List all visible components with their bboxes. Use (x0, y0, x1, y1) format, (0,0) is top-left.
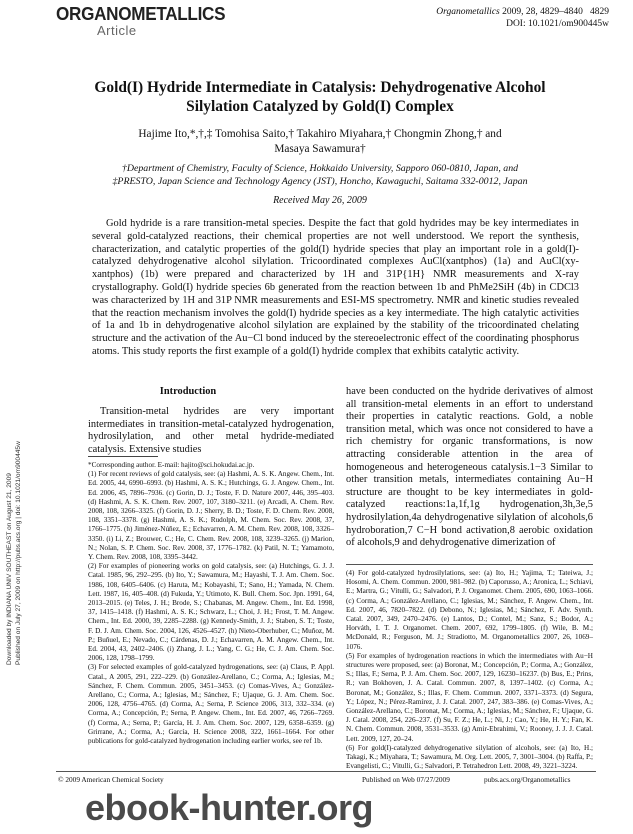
introduction-paragraph: Transition-metal hydrides are very important intermediates in transition-metal-catalyzed hydrogenation, hydrosilylation, and other metal hydride-mediated catalysis. Extensive studies (88, 406, 334, 455)
footnote-ref-4: (4) For gold-catalyzed hydrosilylations, see: (a) Ito, H.; Yajima, T.; Tateiwa, J.; Hosomi, A. Chem. Commun. 2000, 981–982. (b) Caporusso, A.; Aronica, L.; Schiavi, E.; Martra, G.; Vitulli, G.; Salvadori, P. J. Organomet. Chem. 2005, 690, 1063–1066. (c) Corma, A.; González-Arellano, C.; Iglesias, M.; Sánchez, F. Angew. Chem., Int. Ed. 2007, 46, 7820–7822. (d) Debono, N.; Iglesias, M.; Sánchez, F. Adv. Synth. Catal. 2007, 349, 2470–2476. (e) Lantos, D.; Contel, M.; Sanz, S.; Bodor, A.; Horváth, I. T. J. Organomet. Chem. 2007, 692, 1799–1805. (f) Wile, B. M.; McDonald, R.; Ferguson, M. J.; Stradiotto, M. Organometallics 2007, 26, 1069–1076. (346, 569, 593, 651)
title-line-1: Gold(I) Hydride Intermediate in Catalysis: Dehydrogenative Alcohol (94, 79, 546, 96)
footnote-ref-1: (1) For recent reviews of gold catalysis, see: (a) Hashmi, A. S. K. Angew. Chem., Int. Ed. 2005, 44, 6990–6993. (b) Hashmi, A. S. K.; Hutchings, G. J. Angew. Chem., Int. Ed. 2006, 45, 7896–7936. (c) Gorin, D. J.; Toste, F. D. Nature 2007, 446, 395–403. (d) Hashmi, A. S. K. Chem. Rev. 2007, 107, 3180–3211. (e) Arcadi, A. Chem. Rev. 2008, 108, 3266–3325. (f) Gorin, D. J.; Sherry, B. D.; Toste, F. D. Chem. Rev. 2008, 108, 3351–3378. (g) Hashmi, A. S. K.; Rudolph, M. Chem. Soc. Rev. 2008, 37, 1766–1775. (h) Jiménez-Núñez, E.; Echavarren, A. M. Chem. Rev. 2008, 108, 3326–3350. (i) Li, Z.; Brouwer, C.; He, C. Chem. Rev. 2008, 108, 3239–3265. (j) Marion, N.; Nolan, S. P. Chem. Soc. Rev. 2008, 37, 1776–1782. (k) Patil, N. T.; Yamamoto, Y. Chem. Rev. 2008, 108, 3395–3442. (88, 470, 334, 562)
authors-line-1: Hajime Ito,*,†,‡ Tomohisa Saito,† Takahiro Miyahara,† Chongmin Zhong,† and (138, 128, 502, 140)
footnotes-right-column (346, 569, 593, 771)
journal-logo: ORGANOMETALLICS (56, 4, 226, 24)
affiliations (40, 162, 600, 188)
journal-url-link[interactable]: pubs.acs.org/Organometallics (484, 775, 571, 784)
footer-divider (56, 771, 596, 772)
footnote-divider-right (346, 564, 593, 565)
citation-journal: Organometallics (436, 7, 500, 17)
footnotes-left-column (88, 461, 334, 746)
footnote-divider (88, 456, 158, 457)
section-heading-introduction: Introduction (159, 386, 217, 397)
citation-header (436, 6, 609, 30)
abstract: Gold hydride is a rare transition-metal species. Despite the fact that gold hydrides may be key intermediates in several gold-catalyzed reactions, their chemical properties are not well understood. We report the synthesis, characterization, and catalytic properties of the gold(I) hydride species that play an important role in a gold(I)-catalyzed dehydrogenative alcohol silylation. Tricoordinated complexes AuCl(xantphos) (1a) and AuCl(xy-xantphos) (1b) were prepared and characterized by 1H and 31P{1H} NMR measurements and X-ray crystallography. Gold(I) hydride species 6b generated from the reaction between 1b and PhMe2SiH (4b) in CDCl3 was characterized by 1H and 31P NMR measurements and ESI-MS spectrometry. NMR and kinetic studies revealed that the reaction mechanism involves the gold(I) hydride species as a key intermediate. The high catalytic activities of 1a and 1b in dehydrogenative alcohol silylation are explained by the stability of the tricoordinated chelating structure and the activation of the Au−Cl bond induced by the stereoelectronic effect of the coordinating phosphorus atoms. This study reports the first example of a gold(I) hydride complex that exhibits catalytic activity. (92, 218, 579, 357)
footnote-ref-5: (5) For examples of hydrogenation reactions in which the intermediates with Au−H structures were proposed, see: (a) Boronat, M.; Concepción, P.; Corma, A.; González, S.; Illas, F.; Serna, P. J. Am. Chem. Soc. 2007, 129, 16230–16237. (b) Bus, E.; Prins, R.; van Bokhoven, J. A. Catal. Commun. 2007, 8, 1397–1402. (c) Corma, A.; Boronat, M.; González, S.; Illas, F. Chem. Commun. 2007, 3371–3373. (d) Segura, Y.; López, N.; Pérez-Ramírez, J. J. Catal. 2007, 247, 383–386. (e) Comas-Vives, A.; González-Arellano, C.; Boronat, M.; Corma, A.; Iglesias, M.; Sánchez, F.; Ujaque, G. J. Catal. 2008, 254, 226–237. (f) Su, F. Z.; He, L.; Ni, J.; Cao, Y.; He, H. Y.; Fan, K. N. Chem. Commun. 2008, 3531–3533. (g) Amir-Ebrahimi, V.; Rooney, J. J. J. Catal. Lett. 2009, 127, 20–24. (346, 651, 593, 743)
title-line-2: Silylation Catalyzed by Gold(I) Complex (186, 98, 454, 115)
affiliation-1: †Department of Chemistry, Faculty of Science, Hokkaido University, Sapporo 060-0810, Japan, and (121, 163, 519, 174)
sidebar-published-line[interactable]: Published on July 27, 2009 on http://pubs.acs.org | doi: 10.1021/om900445w (15, 441, 22, 665)
publication-date: Published on Web 07/27/2009 (362, 775, 450, 784)
citation-line (436, 6, 609, 18)
page-number: 4829 (590, 7, 609, 17)
sidebar-download-line: Downloaded by INDIANA UNIV SOUTHEAST on August 21, 2009 (6, 473, 13, 665)
footnote-ref-6: (6) For gold(I)-catalyzed dehydrogenative silylation of alcohols, see: (a) Ito, H.; Takagi, K.; Miyahara, T.; Sawamura, M. Org. Lett. 2005, 7, 3001–3004. (b) Raffa, P.; Evangelisti, C.; Vitulli, G.; Salvadori, P. Tetrahedron Lett. 2008, 49, 3221–3224. (346, 743, 593, 771)
footnote-corresponding-author: *Corresponding author. E-mail: hajito@sci.hokudai.ac.jp. (88, 461, 255, 469)
article-type-label: Article (97, 23, 137, 38)
download-sidebar (2, 270, 32, 665)
doi[interactable]: DOI: 10.1021/om900445w (506, 19, 609, 29)
copyright-notice: © 2009 American Chemical Society (58, 775, 164, 784)
footnote-ref-3: (3) For selected examples of gold-catalyzed hydrogenations, see: (a) Claus, P. Appl. Catal., A 2005, 291, 222–229. (b) González-Arellano, C.; Corma, A.; Iglesias, M.; Sánchez, F. Chem. Commun. 2005, 3451–3453. (c) Comas-Vives, A.; González-Arellano, C.; Corma, A.; Iglesias, M.; Sánchez, F.; Ujaque, G. J. Am. Chem. Soc. 2006, 128, 4756–4765. (d) Corma, A.; Serna, P. Science 2006, 313, 332–334. (e) Corma, A.; Concepción, P.; Serna, P. Angew. Chem., Int. Ed. 2007, 46, 7266–7269. (f) Corma, A.; Serna, P.; García, H. J. Am. Chem. Soc. 2007, 129, 6358–6359. (g) Grirrane, A.; Corma, A.; García, H. Science 2008, 322, 1661–1664. For other publications for gold-catalyzed hydrogenation including earlier works, see ref 1b. (88, 663, 334, 746)
right-column-paragraph: have been conducted on the hydride derivatives of almost all transition-metal elements in an effort to understand their properties in catalytic reactions. Gold, a noble transition metal, which was once not considered to have a rich chemistry for organic transformations, is now attracting considerable attention in the area of homogeneous and heterogeneous catalysis.1−3 Similar to other transition metals, intermediates containing Au−H structure are thought to be key intermediates in gold-catalyzed reactions:1a,1f,1g hydrogenation,3h,3e,5 hydrosilylation,4a dehydrogenative silylation of alcohols,6 hydroboration,7 C−H bond activation,8 aerobic oxidation of alcohols,9 and dehydrogenative dimerization of (346, 386, 593, 549)
authors-line-2: Masaya Sawamura† (274, 143, 366, 155)
received-date: Received May 26, 2009 (273, 195, 367, 206)
author-list (60, 127, 580, 157)
footnote-ref-2: (2) For examples of pioneering works on gold catalysis, see: (a) Hutchings, G. J. J. Catal. 1985, 96, 292–295. (b) Ito, Y.; Sawamura, M.; Hayashi, T. J. Am. Chem. Soc. 1986, 108, 6405–6406. (c) Haruta, M.; Kobayashi, T.; Sano, H.; Yamada, N. Chem. Lett. 1987, 16, 405–408. (d) Fukuda, Y.; Utimoto, K. Bull. Chem. Soc. Jpn. 1991, 64, 2013–2015. (e) Teles, J. H.; Brode, S.; Chabanas, M. Angew. Chem., Int. Ed. 1998, 37, 1415–1418. (f) Hashmi, A. S. K.; Schwarz, L.; Choi, J. H.; Frost, T. M. Angew. Chem., Int. Ed. 2000, 39, 2285–2288. (g) Kennedy-Smith, J. J.; Staben, S. T.; Toste, F. D. J. Am. Chem. Soc. 2004, 126, 4526–4527. (h) Nieto-Oberhuber, C.; Muñoz, M. P.; Buñuel, E.; Nevado, C.; Cárdenas, D. J.; Echavarren, A. M. Angew. Chem., Int. Ed. 2004, 43, 2402–2406. (i) Zhang, J. L.; Yang, C. G.; He, C. J. Am. Chem. Soc. 2006, 128, 1798–1799. (88, 562, 334, 663)
affiliation-2: ‡PRESTO, Japan Science and Technology Agency (JST), Honcho, Kawaguchi, Saitama 332-0012, Japan (112, 176, 528, 187)
article-title (60, 78, 580, 116)
citation-volume-pages: 2009, 28, 4829–4840 (499, 7, 583, 17)
watermark: ebook-hunter.org (85, 787, 373, 828)
